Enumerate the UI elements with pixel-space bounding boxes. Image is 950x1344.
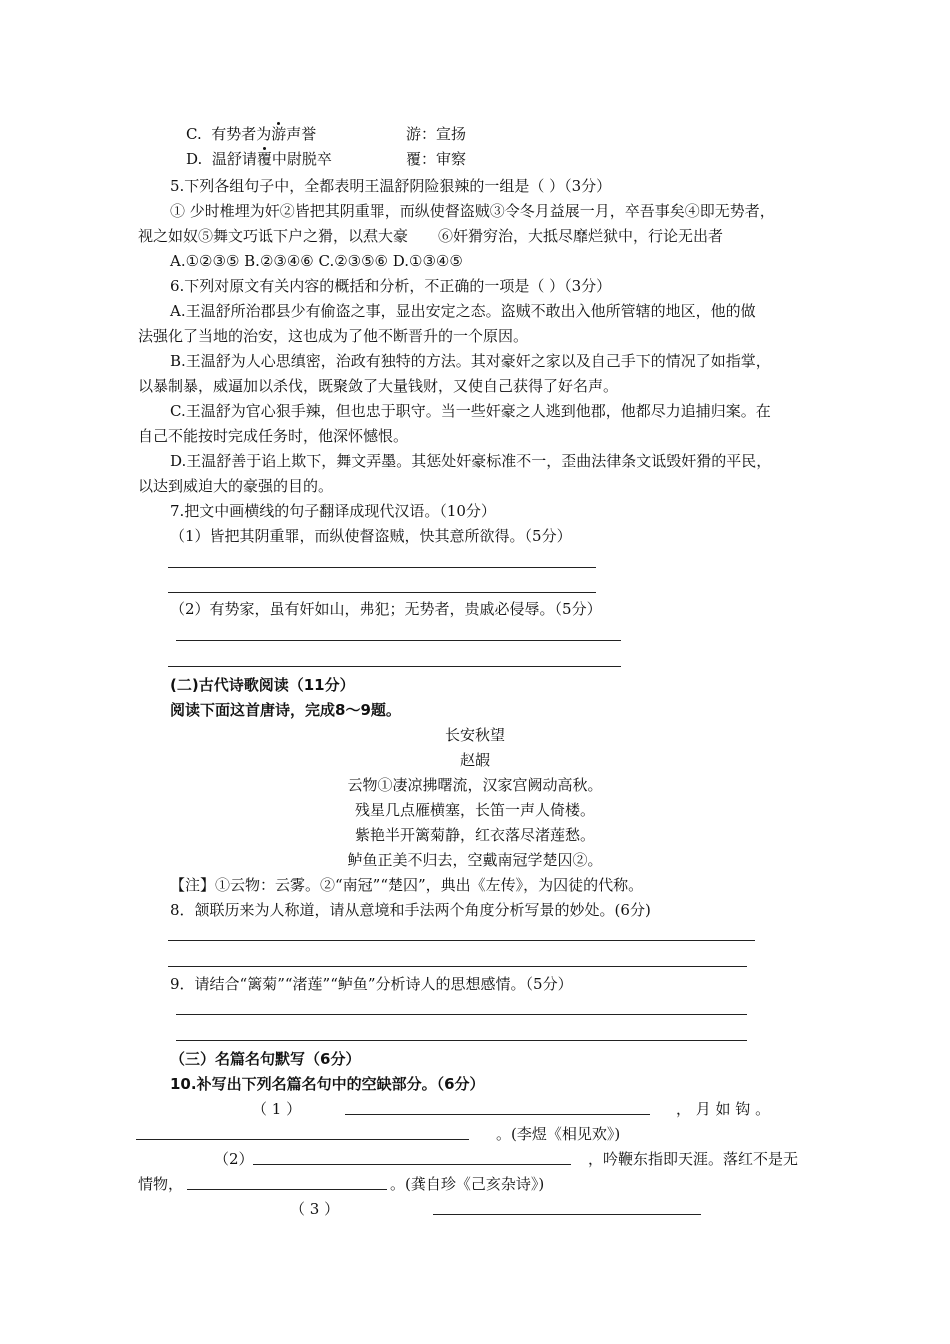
q6-stem: 6.下列对原文有关内容的概括和分析，不正确的一项是（ ）（3分） xyxy=(170,277,612,295)
q10-item2-start: 情物， xyxy=(138,1175,184,1193)
q6-option-a-line1: A.王温舒所治郡县少有偷盗之事，显出安定之态。盗贼不敢出入他所管辖的地区，他的做 xyxy=(170,302,756,320)
q5-stem: 5.下列各组句子中，全都表明王温舒阴险狠辣的一组是（ ）（3分） xyxy=(170,177,612,195)
q6-option-a-line2: 法强化了当地的治安，这也成为了他不断晋升的一个原因。 xyxy=(138,327,529,345)
poem-line: 云物①凄凉拂曙流，汉家宫阙动高秋。 xyxy=(347,776,603,794)
q10-item1-source: 。(李煜《相见欢》) xyxy=(496,1125,621,1143)
answer-line[interactable] xyxy=(168,966,747,967)
q10-item2-source: 。(龚自珍《己亥杂诗》) xyxy=(390,1175,545,1193)
q6-option-d-line1: D.王温舒善于谄上欺下，舞文弄墨。其惩处奸豪标准不一，歪曲法律条文诋毁奸猾的平民， xyxy=(170,452,772,470)
q6-option-b-line1: B.王温舒为人心思缜密，治政有独特的方法。其对豪奸之家以及自己手下的情况了如指掌， xyxy=(170,352,771,370)
answer-line[interactable] xyxy=(176,1014,747,1015)
fill-blank[interactable] xyxy=(187,1189,387,1190)
emphasis-dot-char: 游 xyxy=(271,125,287,143)
fill-blank[interactable] xyxy=(253,1164,571,1165)
q5-choices: A.①②③⑤ B.②③④⑥ C.②③⑤⑥ D.①③④⑤ xyxy=(170,252,463,270)
q6-option-d-line2: 以达到威迫大的豪强的目的。 xyxy=(138,477,334,495)
q4-option-d: D. 温舒请覆中尉脱卒 xyxy=(186,150,332,168)
answer-line[interactable] xyxy=(176,640,621,641)
answer-line[interactable] xyxy=(168,592,596,593)
q6-option-b-line2: 以暴制暴，威逼加以杀伐，既聚敛了大量钱财，又使自己获得了好名声。 xyxy=(138,377,619,395)
q4-option-c-gloss: 游：宣扬 xyxy=(406,125,467,143)
answer-line[interactable] xyxy=(176,1040,747,1041)
answer-line[interactable] xyxy=(168,567,596,568)
poem-title: 长安秋望 xyxy=(444,726,505,744)
fill-blank[interactable] xyxy=(136,1139,469,1140)
section3-title: （三）名篇名句默写（6分） xyxy=(170,1050,361,1068)
poem-line: 残星几点雁横塞，长笛一声人倚楼。 xyxy=(354,801,595,819)
q7-sentence-2: （2）有势家，虽有奸如山，弗犯；无势者，贵戚必侵辱。（5分） xyxy=(170,600,602,618)
q10-item1-text: ， 月 如 钩 。 xyxy=(676,1100,771,1118)
q6-option-c-line1: C.王温舒为官心狠手辣，但也忠于职守。当一些奸豪之人逃到他郡，他都尽力追捕归案。在 xyxy=(170,402,771,420)
q10-item1-number: （ 1 ） xyxy=(252,1100,302,1118)
q10-item3-number: （ 3 ） xyxy=(290,1200,340,1218)
q6-option-c-line2: 自己不能按时完成任务时，他深怀憾恨。 xyxy=(138,427,409,445)
poem-line: 紫艳半开篱菊静，红衣落尽渚莲愁。 xyxy=(354,826,595,844)
answer-line[interactable] xyxy=(168,666,621,667)
q10-item2-number: （2） xyxy=(214,1150,254,1168)
section2-title: (二)古代诗歌阅读（11分） xyxy=(170,676,355,694)
q8-stem: 8．颔联历来为人称道，请从意境和手法两个角度分析写景的妙处。(6分) xyxy=(170,901,651,919)
fill-blank[interactable] xyxy=(433,1214,701,1215)
poem-author: 赵嘏 xyxy=(459,751,490,769)
emphasis-dot-char: 覆 xyxy=(256,150,272,168)
answer-line[interactable] xyxy=(168,940,755,941)
poem-note: 【注】①云物：云雾。②“南冠”“楚囚”，典出《左传》，为囚徒的代称。 xyxy=(170,876,644,894)
q10-item2-text: ，吟鞭东指即天涯。落红不是无 xyxy=(588,1150,799,1168)
q9-stem: 9．请结合“篱菊”“渚莲”“鲈鱼”分析诗人的思想感情。（5分） xyxy=(170,975,573,993)
q7-sentence-1: （1）皆把其阴重罪，而纵使督盗贼，快其意所欲得。（5分） xyxy=(170,527,572,545)
fill-blank[interactable] xyxy=(345,1114,650,1115)
q5-items-line2: 视之如奴⑤舞文巧诋下户之猾，以焄大豪 ⑥奸猾穷治，大抵尽靡烂狱中，行论无出者 xyxy=(138,227,724,245)
q4-option-d-gloss: 覆：审察 xyxy=(406,150,467,168)
section2-instruction: 阅读下面这首唐诗，完成8～9题。 xyxy=(170,701,401,719)
q10-stem: 10.补写出下列名篇名句中的空缺部分。（6分） xyxy=(170,1075,485,1093)
q5-items-line1: ① 少时椎埋为奸②皆把其阴重罪，而纵使督盗贼③令冬月益展一月，卒吾事矣④即无势者， xyxy=(170,202,775,220)
poem-line: 鲈鱼正美不归去，空戴南冠学楚囚②。 xyxy=(347,851,603,869)
q7-stem: 7.把文中画横线的句子翻译成现代汉语。（10分） xyxy=(170,502,496,520)
q4-option-c: C. 有势者为游声誉 xyxy=(186,125,317,143)
